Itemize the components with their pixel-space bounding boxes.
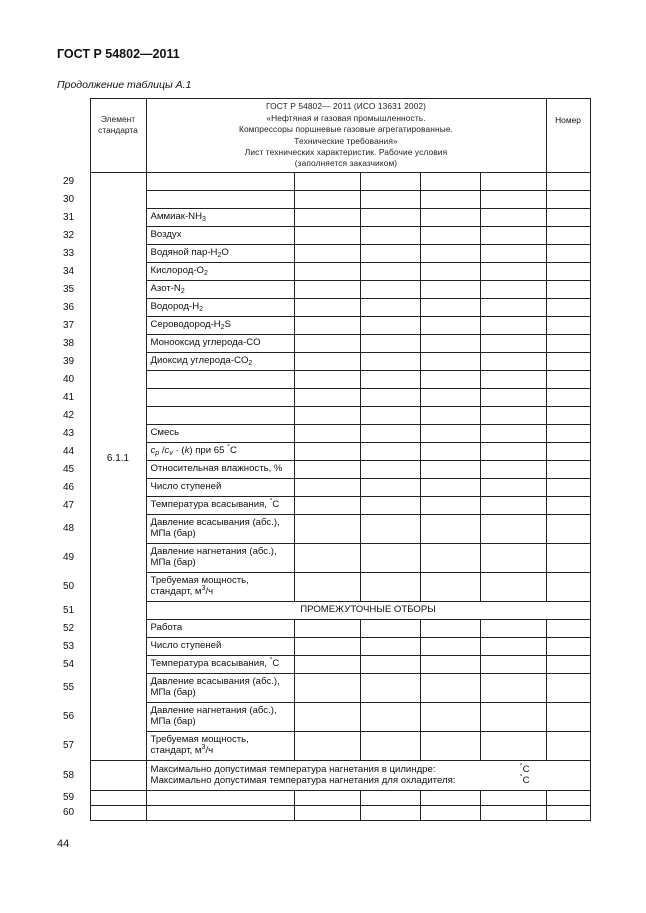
row-label <box>146 173 294 191</box>
row-label: Давление нагнетания (абс.), МПа (бар) <box>146 703 294 732</box>
row-label: Число ступеней <box>146 479 294 497</box>
input-cell[interactable] <box>360 806 420 821</box>
input-cell[interactable] <box>546 245 590 263</box>
input-cell[interactable] <box>546 353 590 371</box>
input-cell[interactable] <box>480 353 546 371</box>
row-number: 41 <box>57 389 90 407</box>
element-value: 6.1.1 <box>106 453 130 464</box>
input-cell[interactable] <box>480 173 546 191</box>
input-cell[interactable] <box>420 515 480 544</box>
row-label: Температура всасывания, °C <box>146 497 294 515</box>
input-cell[interactable] <box>546 407 590 425</box>
row-label: Водород-$H_2$ <box>146 299 294 317</box>
input-cell[interactable] <box>360 732 420 761</box>
input-cell[interactable] <box>360 191 420 209</box>
row-number: 52 <box>57 620 90 638</box>
row-label: Кислород-$O_2$ <box>146 263 294 281</box>
row-number: 49 <box>57 544 90 573</box>
element-cell <box>90 761 146 791</box>
standard-element-cell <box>90 173 146 761</box>
row-label: Требуемая мощность, стандарт, $м^3/ч$ <box>146 732 294 761</box>
row-label: Число ступеней <box>146 638 294 656</box>
input-cell[interactable] <box>360 173 420 191</box>
input-cell[interactable] <box>420 299 480 317</box>
input-cell[interactable] <box>546 515 590 544</box>
input-cell[interactable] <box>420 335 480 353</box>
input-cell[interactable] <box>546 425 590 443</box>
input-cell[interactable] <box>546 497 590 515</box>
row-number: 43 <box>57 425 90 443</box>
input-cell[interactable] <box>294 544 360 573</box>
input-cell[interactable] <box>480 806 546 821</box>
row-number: 45 <box>57 461 90 479</box>
input-cell[interactable] <box>546 299 590 317</box>
element-cell <box>90 791 146 806</box>
input-cell[interactable] <box>146 791 294 806</box>
row-label <box>146 389 294 407</box>
table-header-row <box>57 99 590 173</box>
input-cell[interactable] <box>420 407 480 425</box>
row-number: 44 <box>57 443 90 461</box>
input-cell[interactable] <box>360 638 420 656</box>
input-cell[interactable] <box>546 703 590 732</box>
input-cell[interactable] <box>294 806 360 821</box>
input-cell[interactable] <box>546 389 590 407</box>
input-cell[interactable] <box>360 353 420 371</box>
row-label: Давление всасывания (абс.), МПа (бар) <box>146 515 294 544</box>
row-number: 48 <box>57 515 90 544</box>
input-cell[interactable] <box>294 656 360 674</box>
input-cell[interactable] <box>546 479 590 497</box>
input-cell[interactable] <box>360 461 420 479</box>
max-temperature-label: Максимально допустимая температура нагнетания в цилиндре: <box>150 763 436 775</box>
input-cell[interactable] <box>294 443 360 461</box>
input-cell[interactable] <box>294 281 360 299</box>
max-temperature-label: Максимально допустимая температура нагнетания для охладителя: <box>150 774 456 786</box>
input-cell[interactable] <box>420 173 480 191</box>
input-cell[interactable] <box>546 656 590 674</box>
input-cell[interactable] <box>360 245 420 263</box>
input-cell[interactable] <box>360 299 420 317</box>
row-number: 59 <box>57 791 90 806</box>
input-cell[interactable] <box>360 544 420 573</box>
input-cell[interactable] <box>146 806 294 821</box>
input-cell[interactable] <box>480 674 546 703</box>
input-cell[interactable] <box>360 791 420 806</box>
input-cell[interactable] <box>420 732 480 761</box>
row-number: 58 <box>57 761 90 791</box>
input-cell[interactable] <box>420 674 480 703</box>
input-cell[interactable] <box>360 317 420 335</box>
row-label: Диоксид углерода-$CO_2$ <box>146 353 294 371</box>
input-cell[interactable] <box>546 209 590 227</box>
row-label: Давление нагнетания (абс.), МПа (бар) <box>146 544 294 573</box>
row-label <box>146 371 294 389</box>
input-cell[interactable] <box>294 515 360 544</box>
row-number: 57 <box>57 732 90 761</box>
input-cell[interactable] <box>546 573 590 602</box>
input-cell[interactable] <box>294 573 360 602</box>
input-cell[interactable] <box>546 281 590 299</box>
row-number: 56 <box>57 703 90 732</box>
input-cell[interactable] <box>546 443 590 461</box>
input-cell[interactable] <box>480 620 546 638</box>
input-cell[interactable] <box>480 263 546 281</box>
input-cell[interactable] <box>294 191 360 209</box>
input-cell[interactable] <box>420 620 480 638</box>
row-label: Воздух <box>146 227 294 245</box>
row-number: 30 <box>57 191 90 209</box>
input-cell[interactable] <box>480 638 546 656</box>
row-number: 39 <box>57 353 90 371</box>
input-cell[interactable] <box>420 353 480 371</box>
input-cell[interactable] <box>480 573 546 602</box>
input-cell[interactable] <box>360 703 420 732</box>
element-column-header: Элемент стандарта <box>90 99 146 173</box>
row-number: 34 <box>57 263 90 281</box>
input-cell[interactable] <box>546 317 590 335</box>
input-cell[interactable] <box>420 479 480 497</box>
table-row <box>57 761 590 791</box>
input-cell[interactable] <box>294 461 360 479</box>
input-cell[interactable] <box>420 263 480 281</box>
input-cell[interactable] <box>420 443 480 461</box>
row-label: Аммиак-$NH_3$ <box>146 209 294 227</box>
input-cell[interactable] <box>420 317 480 335</box>
input-cell[interactable] <box>480 703 546 732</box>
input-cell[interactable] <box>360 443 420 461</box>
row-number: 51 <box>57 602 90 620</box>
input-cell[interactable] <box>420 191 480 209</box>
unit-label: °C <box>519 762 530 775</box>
input-cell[interactable] <box>294 425 360 443</box>
input-cell[interactable] <box>294 389 360 407</box>
row-number: 53 <box>57 638 90 656</box>
row-number: 35 <box>57 281 90 299</box>
input-cell[interactable] <box>360 281 420 299</box>
input-cell[interactable] <box>360 209 420 227</box>
input-cell[interactable] <box>420 656 480 674</box>
input-cell[interactable] <box>480 515 546 544</box>
input-cell[interactable] <box>546 227 590 245</box>
row-number: 55 <box>57 674 90 703</box>
input-cell[interactable] <box>360 425 420 443</box>
input-cell[interactable] <box>480 479 546 497</box>
input-cell[interactable] <box>294 732 360 761</box>
input-cell[interactable] <box>360 335 420 353</box>
row-number: 46 <box>57 479 90 497</box>
input-cell[interactable] <box>480 544 546 573</box>
input-cell[interactable] <box>546 620 590 638</box>
table-row <box>57 173 590 191</box>
row-label: Давление всасывания (абс.), МПа (бар) <box>146 674 294 703</box>
input-cell[interactable] <box>480 656 546 674</box>
row-label: Температура всасывания, °C <box>146 656 294 674</box>
input-cell[interactable] <box>480 497 546 515</box>
input-cell[interactable] <box>420 245 480 263</box>
input-cell[interactable] <box>360 407 420 425</box>
input-cell[interactable] <box>480 732 546 761</box>
input-cell[interactable] <box>420 227 480 245</box>
table-row <box>57 806 590 821</box>
input-cell[interactable] <box>360 674 420 703</box>
input-cell[interactable] <box>294 317 360 335</box>
input-cell[interactable] <box>480 371 546 389</box>
input-cell[interactable] <box>546 544 590 573</box>
row-label: Водяной пар-$H_2O$ <box>146 245 294 263</box>
row-number: 42 <box>57 407 90 425</box>
input-cell[interactable] <box>294 209 360 227</box>
row-number: 33 <box>57 245 90 263</box>
input-cell[interactable] <box>360 263 420 281</box>
input-cell[interactable] <box>294 227 360 245</box>
input-cell[interactable] <box>420 573 480 602</box>
input-cell[interactable] <box>420 497 480 515</box>
input-cell[interactable] <box>480 461 546 479</box>
input-cell[interactable] <box>480 227 546 245</box>
row-number: 37 <box>57 317 90 335</box>
input-cell[interactable] <box>546 263 590 281</box>
row-number: 50 <box>57 573 90 602</box>
row-label: Сероводород-$H_2S$ <box>146 317 294 335</box>
input-cell[interactable] <box>420 389 480 407</box>
input-cell[interactable] <box>294 791 360 806</box>
input-cell[interactable] <box>360 227 420 245</box>
input-cell[interactable] <box>294 299 360 317</box>
input-cell[interactable] <box>480 389 546 407</box>
unit-label: °C <box>519 773 530 786</box>
table-continuation-caption: Продолжение таблицы А.1 <box>57 79 192 91</box>
row-number: 60 <box>57 806 90 821</box>
input-cell[interactable] <box>294 173 360 191</box>
input-cell[interactable] <box>294 407 360 425</box>
input-cell[interactable] <box>480 425 546 443</box>
input-cell[interactable] <box>294 263 360 281</box>
section-title: ПРОМЕЖУТОЧНЫЕ ОТБОРЫ <box>146 602 590 620</box>
input-cell[interactable] <box>546 806 590 821</box>
input-cell[interactable] <box>294 497 360 515</box>
row-label: Требуемая мощность, стандарт, $м^3/ч$ <box>146 573 294 602</box>
input-cell[interactable] <box>546 674 590 703</box>
input-cell[interactable] <box>480 335 546 353</box>
input-cell[interactable] <box>480 791 546 806</box>
input-cell[interactable] <box>480 317 546 335</box>
specification-table <box>57 98 591 821</box>
row-number: 40 <box>57 371 90 389</box>
input-cell[interactable] <box>294 674 360 703</box>
row-label: Работа <box>146 620 294 638</box>
input-cell[interactable] <box>420 371 480 389</box>
input-cell[interactable] <box>546 732 590 761</box>
input-cell[interactable] <box>294 335 360 353</box>
input-cell[interactable] <box>360 371 420 389</box>
input-cell[interactable] <box>480 191 546 209</box>
row-label: Относительная влажность, % <box>146 461 294 479</box>
row-label: Азот-$N_2$ <box>146 281 294 299</box>
input-cell[interactable] <box>360 515 420 544</box>
row-label <box>146 407 294 425</box>
input-cell[interactable] <box>546 173 590 191</box>
input-cell[interactable] <box>480 245 546 263</box>
element-cell <box>90 806 146 821</box>
input-cell[interactable] <box>480 407 546 425</box>
input-cell[interactable] <box>294 353 360 371</box>
row-number: 36 <box>57 299 90 317</box>
input-cell[interactable] <box>420 544 480 573</box>
row-number: 31 <box>57 209 90 227</box>
input-cell[interactable] <box>294 479 360 497</box>
form-title-header: ГОСТ Р 54802— 2011 (ИСО 13631 2002) «Нефтяная и газовая промышленность. Компрессоры поршневые газовые агрегатированные. Технические требования» Лист технических характеристик. Рабочие условия (заполняется заказчиком) <box>146 99 546 173</box>
row-number: 54 <box>57 656 90 674</box>
input-cell[interactable] <box>480 443 546 461</box>
input-cell[interactable] <box>480 299 546 317</box>
input-cell[interactable] <box>546 335 590 353</box>
row-label: $c_p$ $/c_v \cdot (k)$ при 65 °C <box>146 443 294 461</box>
table-row <box>57 791 590 806</box>
input-cell[interactable] <box>546 191 590 209</box>
input-cell[interactable] <box>420 209 480 227</box>
max-temperature-cell <box>146 761 590 791</box>
input-cell[interactable] <box>294 638 360 656</box>
input-cell[interactable] <box>420 791 480 806</box>
input-cell[interactable] <box>294 371 360 389</box>
input-cell[interactable] <box>480 209 546 227</box>
row-label: Монооксид углерода-CO <box>146 335 294 353</box>
input-cell[interactable] <box>294 703 360 732</box>
row-number: 38 <box>57 335 90 353</box>
input-cell[interactable] <box>360 389 420 407</box>
input-cell[interactable] <box>360 479 420 497</box>
row-number: 47 <box>57 497 90 515</box>
input-cell[interactable] <box>420 461 480 479</box>
input-cell[interactable] <box>546 638 590 656</box>
input-cell[interactable] <box>294 245 360 263</box>
document-title: ГОСТ Р 54802—2011 <box>57 47 180 61</box>
row-label: Смесь <box>146 425 294 443</box>
row-number: 29 <box>57 173 90 191</box>
input-cell[interactable] <box>294 620 360 638</box>
input-cell[interactable] <box>420 703 480 732</box>
number-column-header: Номер <box>546 99 590 173</box>
input-cell[interactable] <box>420 281 480 299</box>
input-cell[interactable] <box>360 656 420 674</box>
input-cell[interactable] <box>360 573 420 602</box>
row-number: 32 <box>57 227 90 245</box>
input-cell[interactable] <box>420 806 480 821</box>
input-cell[interactable] <box>360 497 420 515</box>
input-cell[interactable] <box>546 461 590 479</box>
page-number: 44 <box>57 838 70 850</box>
input-cell[interactable] <box>360 620 420 638</box>
input-cell[interactable] <box>420 425 480 443</box>
input-cell[interactable] <box>546 371 590 389</box>
input-cell[interactable] <box>420 638 480 656</box>
row-label <box>146 191 294 209</box>
input-cell[interactable] <box>546 791 590 806</box>
input-cell[interactable] <box>480 281 546 299</box>
